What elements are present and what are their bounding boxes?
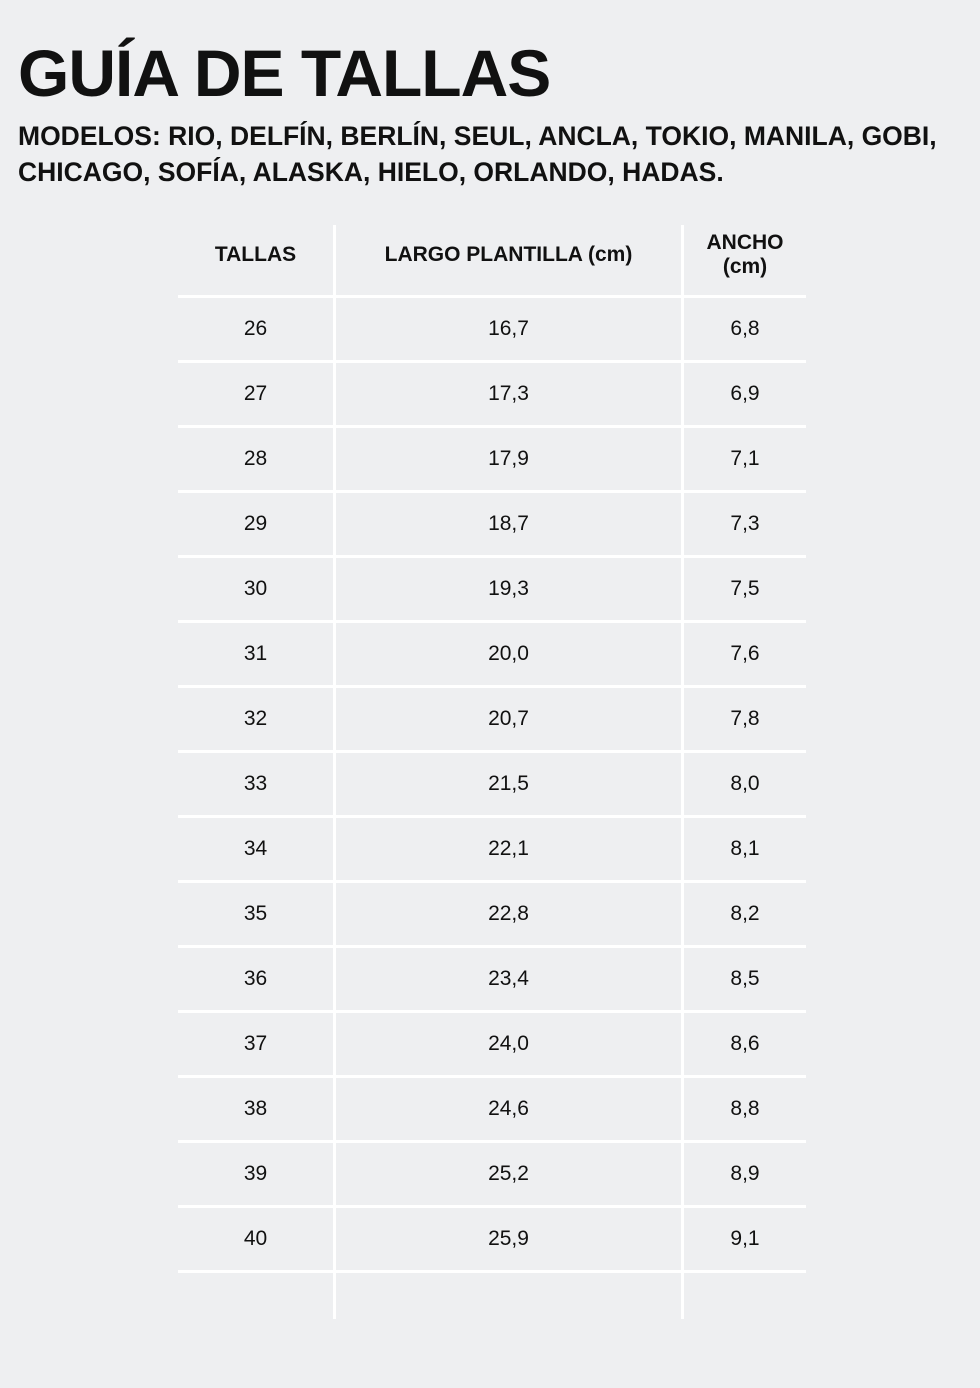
cell-talla: 27: [178, 361, 335, 426]
size-guide-page: [0, 36, 980, 1388]
table-row: [178, 881, 806, 946]
cell-largo: 23,4: [335, 946, 683, 1011]
table-row: [178, 296, 806, 361]
cell-largo: 20,0: [335, 621, 683, 686]
cell-ancho: 7,3: [683, 491, 807, 556]
table-row: [178, 816, 806, 881]
cell-talla: 28: [178, 426, 335, 491]
cell-talla: 33: [178, 751, 335, 816]
table-row: [178, 426, 806, 491]
cell-talla: 32: [178, 686, 335, 751]
cell-talla: 26: [178, 296, 335, 361]
size-table-body: [178, 296, 806, 1319]
cell-spacer: [178, 1271, 335, 1319]
table-row: [178, 1076, 806, 1141]
cell-talla: 39: [178, 1141, 335, 1206]
cell-talla: 34: [178, 816, 335, 881]
cell-talla: 37: [178, 1011, 335, 1076]
cell-ancho: 7,6: [683, 621, 807, 686]
cell-ancho: 8,8: [683, 1076, 807, 1141]
table-row: [178, 361, 806, 426]
cell-ancho: 8,6: [683, 1011, 807, 1076]
cell-largo: 21,5: [335, 751, 683, 816]
cell-ancho: 8,5: [683, 946, 807, 1011]
table-row: [178, 621, 806, 686]
cell-talla: 40: [178, 1206, 335, 1271]
cell-largo: 25,9: [335, 1206, 683, 1271]
cell-largo: 24,6: [335, 1076, 683, 1141]
cell-largo: 25,2: [335, 1141, 683, 1206]
cell-largo: 20,7: [335, 686, 683, 751]
cell-ancho: 8,2: [683, 881, 807, 946]
table-header-row: [178, 225, 806, 297]
cell-ancho: 7,1: [683, 426, 807, 491]
table-row: [178, 1011, 806, 1076]
cell-largo: 16,7: [335, 296, 683, 361]
table-row: [178, 1206, 806, 1271]
table-row: [178, 1141, 806, 1206]
cell-talla: 35: [178, 881, 335, 946]
cell-ancho: 6,8: [683, 296, 807, 361]
size-table-header: [178, 225, 806, 297]
models-subtitle: MODELOS: RIO, DELFÍN, BERLÍN, SEUL, ANCLA, TOKIO, MANILA, GOBI, CHICAGO, SOFÍA, ALASKA, HIELO, ORLANDO, HADAS.: [18, 121, 937, 188]
size-table: [178, 225, 806, 1319]
cell-largo: 24,0: [335, 1011, 683, 1076]
cell-ancho: 8,9: [683, 1141, 807, 1206]
column-header-ancho: ANCHO (cm): [683, 225, 807, 297]
table-row-spacer: [178, 1271, 806, 1319]
page-title: GUÍA DE TALLAS: [18, 36, 551, 110]
cell-ancho: 7,5: [683, 556, 807, 621]
cell-largo: 17,3: [335, 361, 683, 426]
cell-largo: 19,3: [335, 556, 683, 621]
cell-talla: 30: [178, 556, 335, 621]
table-row: [178, 751, 806, 816]
table-row: [178, 946, 806, 1011]
cell-talla: 36: [178, 946, 335, 1011]
cell-spacer: [683, 1271, 807, 1319]
cell-ancho: 8,0: [683, 751, 807, 816]
table-row: [178, 556, 806, 621]
size-table-container: [0, 225, 980, 1319]
cell-largo: 22,1: [335, 816, 683, 881]
cell-largo: 17,9: [335, 426, 683, 491]
cell-ancho: 8,1: [683, 816, 807, 881]
cell-spacer: [335, 1271, 683, 1319]
cell-talla: 31: [178, 621, 335, 686]
cell-talla: 29: [178, 491, 335, 556]
cell-ancho: 6,9: [683, 361, 807, 426]
column-header-largo-plantilla: LARGO PLANTILLA (cm): [335, 225, 683, 297]
cell-largo: 18,7: [335, 491, 683, 556]
cell-talla: 38: [178, 1076, 335, 1141]
table-row: [178, 686, 806, 751]
cell-ancho: 7,8: [683, 686, 807, 751]
table-row: [178, 491, 806, 556]
cell-ancho: 9,1: [683, 1206, 807, 1271]
cell-largo: 22,8: [335, 881, 683, 946]
column-header-tallas: TALLAS: [178, 225, 335, 297]
